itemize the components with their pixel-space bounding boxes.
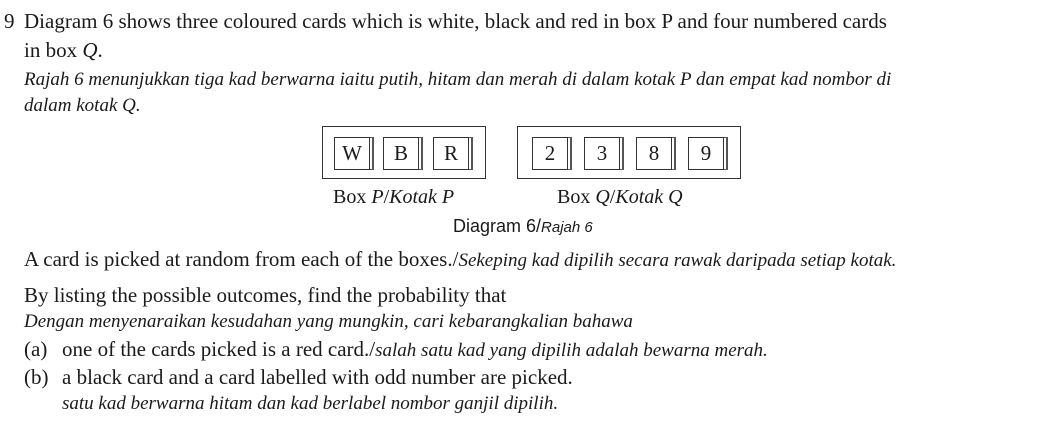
diagram-caption-ms: Rajah 6 bbox=[541, 219, 593, 236]
card-number-9: 9 bbox=[688, 137, 724, 170]
pick-instruction-ms: Sekeping kad dipilih secara rawak daripada setiap kotak. bbox=[458, 250, 897, 271]
question-stem-ms-line1: Rajah 6 menunjukkan tiga kad berwarna iaitu putih, hitam dan merah di dalam kotak P dan empat kad nombor di bbox=[24, 69, 892, 90]
box-q-label-ms: Kotak Q bbox=[615, 186, 683, 208]
card-black: B bbox=[383, 137, 419, 170]
part-a-label: (a) bbox=[24, 337, 48, 361]
card-white: W bbox=[334, 137, 370, 170]
question-stem-en-line2 bbox=[24, 38, 103, 63]
question-stem-en-line1: Diagram 6 shows three coloured cards which is white, black and red in box P and four numbered cards bbox=[24, 9, 887, 33]
diagram-caption-en: Diagram 6/ bbox=[453, 216, 542, 236]
box-q-label-sep: / bbox=[609, 186, 616, 208]
part-a-text-ms: salah satu kad yang dipilih adalah bewarna merah. bbox=[375, 340, 768, 361]
pick-instruction bbox=[24, 247, 896, 272]
stem-text: in box bbox=[24, 38, 83, 62]
card-number-3: 3 bbox=[584, 137, 620, 170]
card-number-8: 8 bbox=[636, 137, 672, 170]
box-p-label-var: P bbox=[371, 186, 384, 208]
stem-period: . bbox=[97, 38, 103, 62]
listing-instruction-en: By listing the possible outcomes, find the probability that bbox=[24, 283, 507, 307]
diagram-caption bbox=[453, 216, 593, 237]
box-p-label-en: Box bbox=[333, 186, 372, 208]
card-number-2: 2 bbox=[532, 137, 568, 170]
box-p bbox=[322, 126, 486, 179]
card-red: R bbox=[433, 137, 469, 170]
box-p-label-ms: Kotak P bbox=[389, 186, 455, 208]
part-a-text bbox=[62, 337, 768, 362]
part-b-text-ms: satu kad berwarna hitam dan kad berlabel nombor ganjil dipilih. bbox=[62, 393, 559, 414]
part-b-label: (b) bbox=[24, 365, 49, 389]
question-stem-ms-line2: dalam kotak Q. bbox=[24, 95, 141, 116]
listing-instruction-ms: Dengan menyenaraikan kesudahan yang mungkin, cari kebarangkalian bahawa bbox=[24, 311, 633, 332]
box-q-label-en: Box bbox=[557, 186, 596, 208]
pick-instruction-en: A card is picked at random from each of the boxes./ bbox=[24, 247, 459, 271]
box-q-variable: Q bbox=[82, 38, 98, 62]
question-number: 9 bbox=[4, 9, 15, 33]
box-q-label bbox=[557, 186, 683, 209]
box-p-label bbox=[333, 186, 454, 209]
box-q-label-var: Q bbox=[595, 186, 610, 208]
part-a-text-en: one of the cards picked is a red card./ bbox=[62, 337, 376, 361]
part-b-text-en: a black card and a card labelled with odd number are picked. bbox=[62, 365, 573, 389]
box-q bbox=[517, 126, 741, 179]
box-p-label-sep: / bbox=[383, 186, 390, 208]
